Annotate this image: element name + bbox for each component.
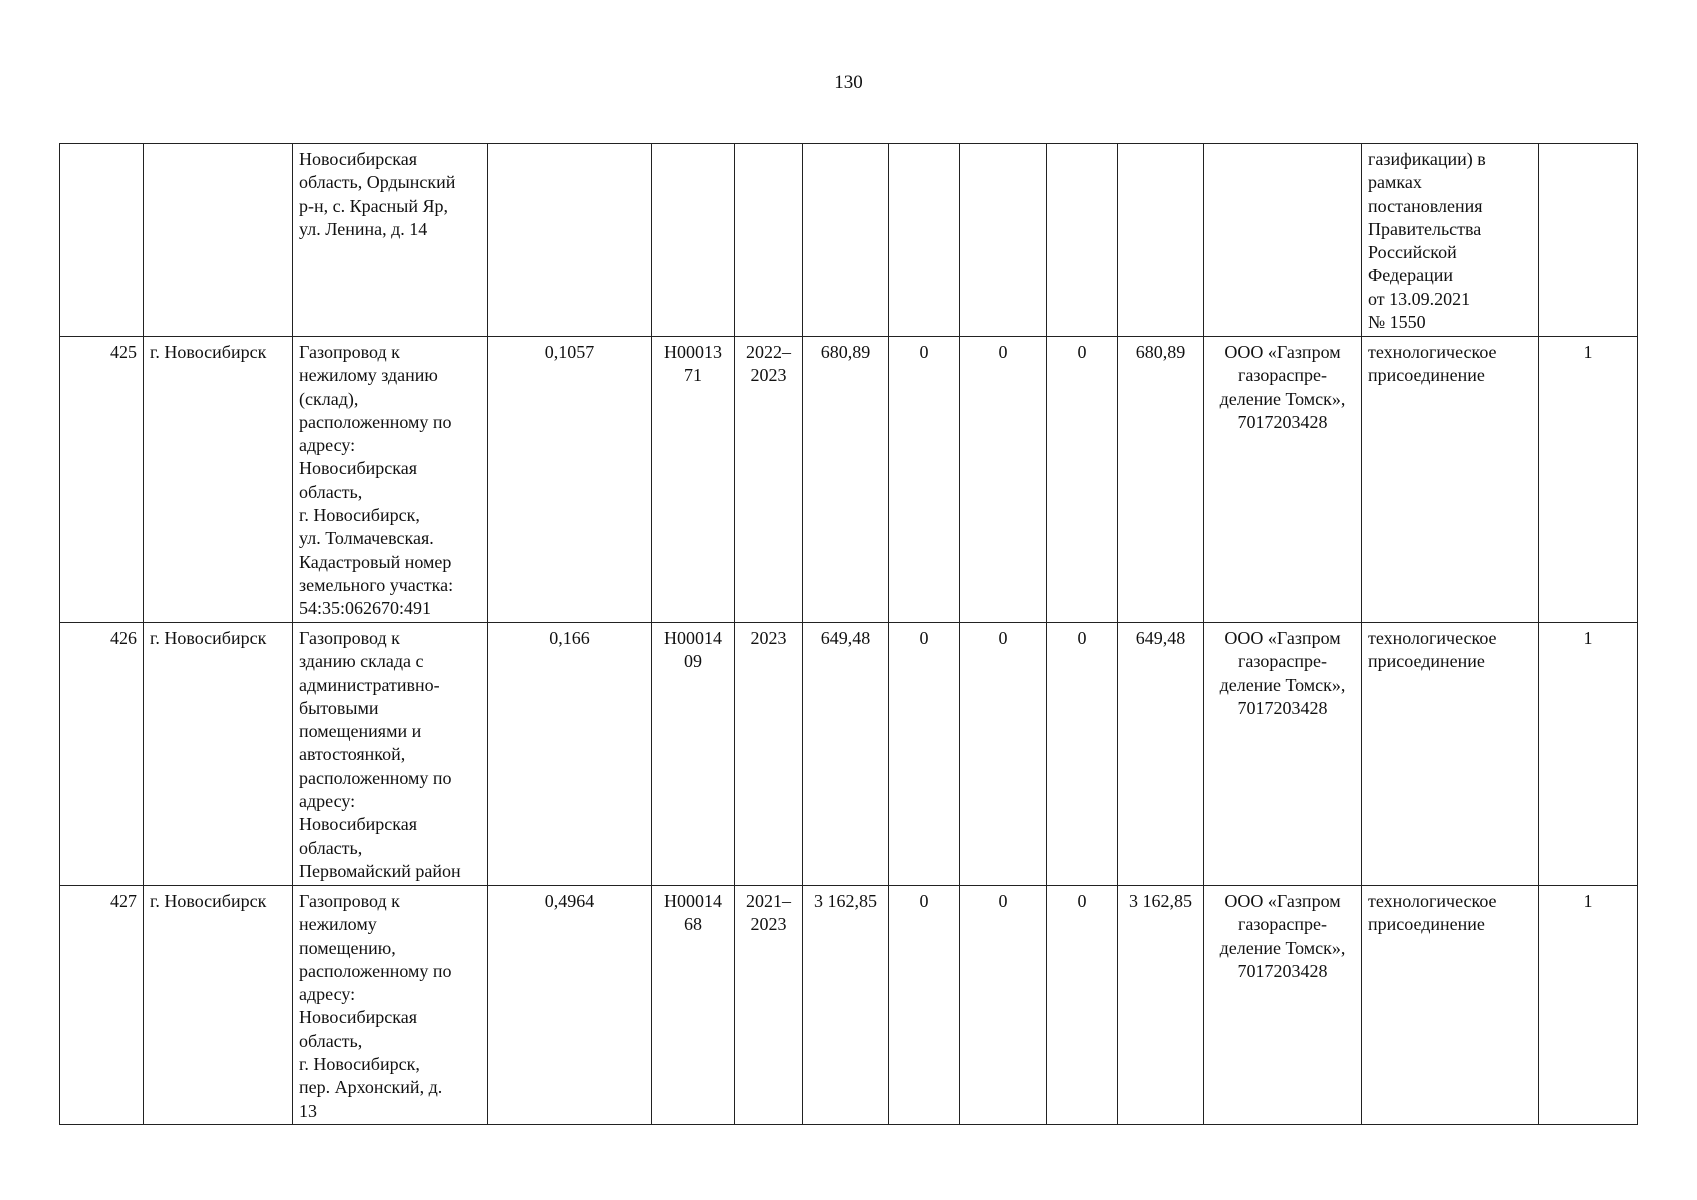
value-cell-3: 0	[1047, 337, 1118, 623]
city-cell: г. Новосибирск	[144, 337, 293, 623]
value-cell-2: 0	[960, 337, 1047, 623]
object-description-cell: Газопровод к нежилому помещению, расположенному по адресу: Новосибирская область, г. Новосибирск, пер. Архонский, д. 13	[293, 886, 488, 1125]
last-value-cell	[1539, 144, 1638, 337]
value-cell-3: 0	[1047, 886, 1118, 1125]
value-cell-4	[1118, 144, 1204, 337]
object-description-cell: Новосибирская область, Ордынский р-н, с. Красный Яр, ул. Ленина, д. 14	[293, 144, 488, 337]
page-number: 130	[834, 72, 863, 93]
length-cell	[488, 144, 652, 337]
organization-cell: ООО «Газпром газораспре- деление Томск», 7017203428	[1204, 623, 1362, 886]
last-value-cell: 1	[1539, 886, 1638, 1125]
row-number-cell: 426	[60, 623, 144, 886]
basis-cell: газификации) в рамках постановления Правительства Российской Федерации от 13.09.2021 № 1550	[1362, 144, 1539, 337]
table-row	[60, 144, 1638, 337]
value-cell-2: 0	[960, 886, 1047, 1125]
row-number-cell: 425	[60, 337, 144, 623]
total-cost-cell: 3 162,85	[803, 886, 889, 1125]
table-row	[60, 337, 1638, 623]
value-cell-4: 3 162,85	[1118, 886, 1204, 1125]
code-cell: Н00014 68	[652, 886, 735, 1125]
row-number-cell: 427	[60, 886, 144, 1125]
city-cell: г. Новосибирск	[144, 623, 293, 886]
value-cell-2	[960, 144, 1047, 337]
total-cost-cell	[803, 144, 889, 337]
city-cell: г. Новосибирск	[144, 886, 293, 1125]
length-cell: 0,4964	[488, 886, 652, 1125]
code-cell: Н00013 71	[652, 337, 735, 623]
total-cost-cell: 680,89	[803, 337, 889, 623]
row-number-cell	[60, 144, 144, 337]
years-cell: 2022– 2023	[735, 337, 803, 623]
value-cell-1	[889, 144, 960, 337]
table-row	[60, 886, 1638, 1125]
organization-cell: ООО «Газпром газораспре- деление Томск», 7017203428	[1204, 337, 1362, 623]
last-value-cell: 1	[1539, 337, 1638, 623]
code-cell	[652, 144, 735, 337]
value-cell-3	[1047, 144, 1118, 337]
value-cell-4: 680,89	[1118, 337, 1204, 623]
years-cell	[735, 144, 803, 337]
object-description-cell: Газопровод к зданию склада с административно- бытовыми помещениями и автостоянкой, расположенному по адресу: Новосибирская область, Первомайский район	[293, 623, 488, 886]
years-cell: 2021– 2023	[735, 886, 803, 1125]
city-cell	[144, 144, 293, 337]
value-cell-4: 649,48	[1118, 623, 1204, 886]
data-table	[59, 143, 1638, 1125]
value-cell-1: 0	[889, 886, 960, 1125]
organization-cell: ООО «Газпром газораспре- деление Томск», 7017203428	[1204, 886, 1362, 1125]
last-value-cell: 1	[1539, 623, 1638, 886]
organization-cell	[1204, 144, 1362, 337]
length-cell: 0,1057	[488, 337, 652, 623]
value-cell-1: 0	[889, 623, 960, 886]
code-cell: Н00014 09	[652, 623, 735, 886]
basis-cell: технологическое присоединение	[1362, 623, 1539, 886]
value-cell-2: 0	[960, 623, 1047, 886]
basis-cell: технологическое присоединение	[1362, 886, 1539, 1125]
basis-cell: технологическое присоединение	[1362, 337, 1539, 623]
object-description-cell: Газопровод к нежилому зданию (склад), расположенному по адресу: Новосибирская область, г. Новосибирск, ул. Толмачевская. Кадастровый номер земельного участка: 54:35:062670:491	[293, 337, 488, 623]
length-cell: 0,166	[488, 623, 652, 886]
years-cell: 2023	[735, 623, 803, 886]
value-cell-1: 0	[889, 337, 960, 623]
table-row	[60, 623, 1638, 886]
value-cell-3: 0	[1047, 623, 1118, 886]
total-cost-cell: 649,48	[803, 623, 889, 886]
